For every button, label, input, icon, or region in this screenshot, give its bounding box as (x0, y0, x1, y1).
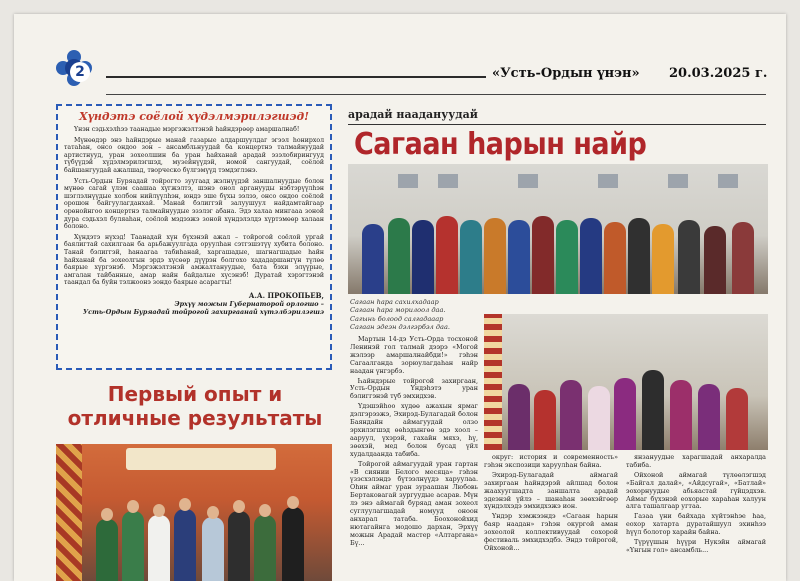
building-window (438, 174, 458, 188)
person-figure (174, 509, 196, 581)
person-figure (580, 218, 602, 294)
person-figure (254, 515, 276, 581)
person-figure (228, 511, 250, 581)
newspaper-name: «Усть-Ордын үнэн» (492, 66, 640, 81)
main-headline: Сагаан һарын найр (354, 127, 647, 162)
caption-line: Сагаан эдеэн дэлгэрбэл даа. (350, 323, 450, 332)
greeting-title: Хүндэтэ соёлой хүдэлмэрилэгшэд! (79, 110, 309, 123)
article-paragraph: Һайндэрые тойрогой захиргаан, Усть-Ордын Үндэһэтэ уран бэлиггэнэй түб эмхидхэв. (350, 376, 478, 401)
article-paragraph: Тойрогой аймагуудай уран гартан «В сиянии Белого месяца» гэһэн үзэсхэлэндэ бүтээлнүүдэ харуулаа. Оһин аймаг уран зураашан Любовь Бертаковагай зургуудые асарав. Мүн лэ энэ аймагай буряад аман зохеол суглуулагшадай номууд оноон анхарал татаба. Боохонойхид нютагайнга модошо дархан, Эрхүү можын Арадай мастер «Алтаргана» Бү... (350, 459, 478, 547)
photo-banner (126, 448, 276, 470)
article-column-3 (626, 454, 766, 557)
article-paragraph: Мартын 14-дэ Усть-Орда тосхоной Ленинэй гол талмай дээрэ «Могой жэлээр амаршалнайбди!» гэһэн Сагаалганда зорюулагдаһан найр наадан үнгэрбэ. (350, 335, 478, 375)
article-paragraph: Үндэр хэмжээндэ «Сагаан һарын баяр наадан» гэһэн окургой аман зохеолой коллективуудай сохорой фестиваль эмхидхэдбэ. Эндэ тойрогой, Ойхоной... (484, 512, 618, 552)
person-figure (678, 220, 700, 294)
greeting-box (56, 104, 332, 370)
article-paragraph: Эхирэд-Булагадай аймагай захиргаан һайндэрэй айлшад болон жаахуугшадта заншалта арадай эдеэнэй үйлэ – шанаһан зөөхэйгөөр хүндэлхэдэ эмхидхэжэ ион. (484, 470, 618, 511)
building-window (518, 174, 538, 188)
building-window (668, 174, 688, 188)
person-figure (698, 384, 720, 450)
person-figure (652, 224, 674, 294)
person-figure (614, 378, 636, 450)
greeting-paragraph: Мүнөөдэр энэ һайндэрые манай газарые алдаршуулдаг эгээл һонирхол татаһан, онсо ондоо зон – ансамбльнуудай ба концертнэ талмайнуудай артистнууд, уран зохеолшин ба уран һайханай арадай эзэлобирингууд түбүүдэй хүдэлмэрилэгшэд, музейнүүдэй, номой сангуудай, соёлой байшангуудай ажалшад, творческо бүлгэмүүд тэмдэглэнэ. (64, 136, 324, 174)
person-figure (388, 218, 410, 294)
person-head (179, 498, 191, 511)
person-figure (670, 380, 692, 450)
building-window (718, 174, 738, 188)
page-number: 2 (70, 62, 90, 82)
article-paragraph: Үдэшэйһоо хүдөө ажахын ярмаг дэлгэрээжэ, Эхирэд-Булагадай болон Баяндайн аймагуудай олзо эрхилэгшэд өөһэдынгөө эдэ хоол – ааруул, үхэрэй, гахайн мяхэ, һү, зөөхэй, мед болон бусад үйл худалдаанда табиба. (350, 402, 478, 458)
person-figure (604, 222, 626, 294)
caption-line: Сагынь болоод салгадааар (350, 314, 444, 323)
person-figure (556, 220, 578, 294)
greeting-paragraph: Үнэн сэдьхэлһээ таанадые мэргэжэлтэнэй һайндэрөөр амаршалнаб! (74, 126, 300, 133)
issue-date: 20.03.2025 г. (669, 66, 768, 81)
person-head (153, 504, 165, 517)
building-window (598, 174, 618, 188)
person-figure (532, 216, 554, 294)
section-label: арадай наадануудай (348, 108, 478, 121)
person-head (233, 500, 245, 513)
person-figure (436, 216, 458, 294)
person-figure (96, 519, 118, 581)
left-article-photo (56, 444, 332, 581)
person-figure (362, 224, 384, 294)
person-head (101, 508, 113, 521)
article-paragraph: Түрүүшын һүүри Нукэйн аймагай «Үнгын гол» ансамбль... (626, 538, 766, 554)
greeting-role-line: Усть-Ордын Буряадай тойрогой захиргаанай хүтэлбэрилэгшэ (83, 307, 324, 316)
ornament-pattern (484, 314, 502, 450)
person-figure (508, 220, 530, 294)
person-figure (534, 390, 556, 450)
person-figure (412, 220, 434, 294)
header-rule (106, 76, 486, 78)
left-article-headline: Первый опыт и отличные результаты (67, 382, 323, 430)
person-figure (202, 517, 224, 581)
person-figure (282, 507, 304, 581)
caption-line: Сагаан һара морилоол даа. (350, 306, 446, 315)
person-head (207, 506, 219, 519)
person-figure (704, 226, 726, 294)
article-paragraph: округ: история и современность» гэһэн экспозици харуулһан байна. (484, 453, 618, 469)
ornament-pattern (56, 444, 82, 581)
person-figure (560, 380, 582, 450)
greeting-paragraph: Усть-Ордын Буряадай тойрогто зуугаад жэлнүүдэй заншалнуудые болон мүнөө сагай үлэм саашаа хүгжэлтэ, шэнэ онол арганууды нэбтэрүүлһэн шэглэлнүүдые холбон нийлүүлһэн, юндэ эше бүхы ээлээ, онсо ондоо соёлой орошон байгуулагданхай. Манай бэлиггэй залуушуул найдамтайгаар орөнойнгоо концертнэ талмайнуудые эзэлэг абана. Эдэ халаа мингааа зоной дура сэдьхэл буляаһан, соёлой мэдээжэ зоной хүндэлэлдэ хүртэмөөр халаан болоно. (64, 177, 324, 231)
article-column-2 (484, 454, 618, 555)
building-window (398, 174, 418, 188)
main-article-photo (348, 164, 768, 294)
article-paragraph: Газаа үни байхада хүйтэнһэе һаа, еохор хатарта дуратайшуул эхинһээ һүүл болотор харайн байна. (626, 512, 766, 537)
person-figure (508, 384, 530, 450)
greeting-signature: А.А. ПРОКОПЬЕВ, (248, 290, 324, 300)
header-divider (106, 94, 766, 95)
caption-line: Сагаан һара сахилхадаар (350, 298, 439, 306)
person-figure (732, 222, 754, 294)
person-figure (122, 511, 144, 581)
person-figure (726, 388, 748, 450)
person-figure (628, 218, 650, 294)
second-article-photo (484, 314, 768, 450)
person-figure (460, 220, 482, 294)
article-paragraph: янзануудые харагшадай анхаралда табиба. (626, 453, 766, 469)
greeting-paragraph: Хүндэтэ нүхэд! Таанадай хүн бүхэнэй ажал – тойрогой соёлой ургай баялигтай сахилгаан ба арьбажуулгада оруулһан сэтгэшэтүү хубита болоно. Танай бэлиггэй, һанаагаа табиһанай, харгашадые, шагнагшадые һайн һайханай ба зохеолгын эрдэ хүсөөр дүүрэн болгохо хададаршангүн түлөө баярые хүргэнэб. Мэргэжэлтэнэй амжалтануудые, бата бэхи элүүрые, амгалан тайбанные, амар найн байдалые хүсэнэб! Дуратай хэрэгтэнэй таандал ба буйн тэлжоонэ зондо баярые асарагты! (64, 233, 324, 287)
person-figure (642, 370, 664, 450)
person-head (259, 504, 271, 517)
greeting-role-line: Эрхүү можын Губернаторой орлогшо – (174, 299, 324, 308)
person-figure (588, 386, 610, 450)
person-head (287, 496, 299, 509)
person-head (127, 500, 139, 513)
section-rule (348, 124, 766, 125)
article-paragraph: Ойхоной аймагай түлөөлэгшэд «Байгал далай», «Айдсугай», «Батлай» эохорнуудые абьяастай гүйцэдхэв. Аймаг бүхэнэй еохорые хараһан халуун алга ташалгаар угтаа. (626, 470, 766, 511)
photo-caption (350, 298, 478, 332)
newspaper-page (14, 14, 786, 581)
person-figure (148, 515, 170, 581)
article-column-1 (350, 336, 478, 550)
person-figure (484, 218, 506, 294)
